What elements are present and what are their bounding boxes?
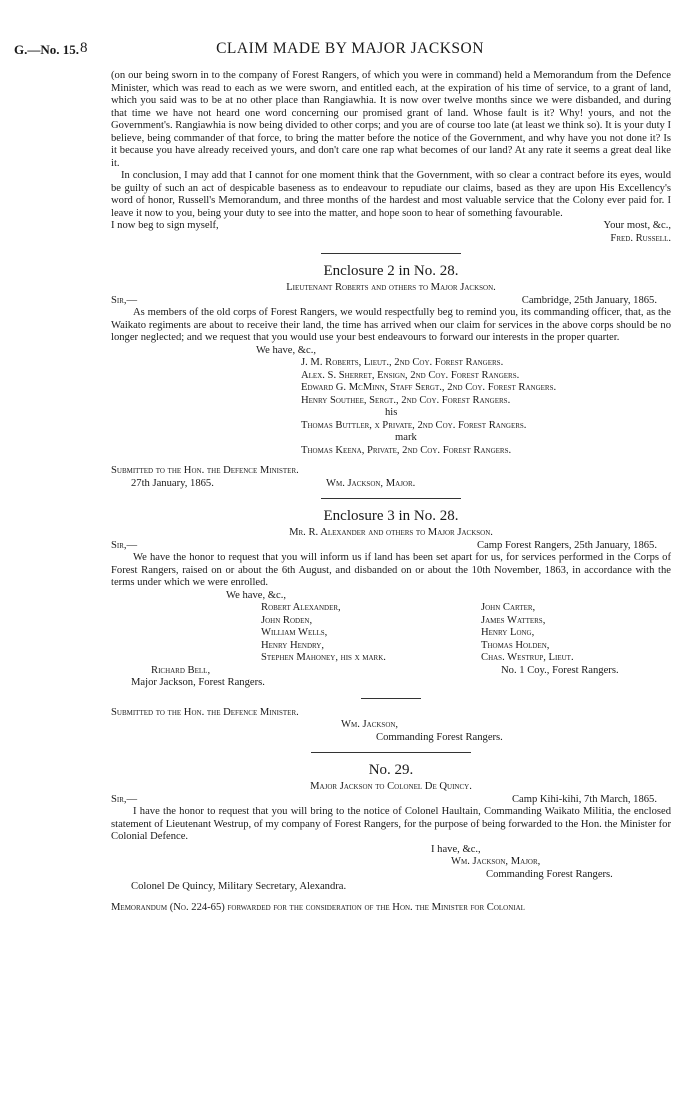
signature-title: Commanding Forest Rangers.	[486, 868, 613, 880]
mark-note: mark	[395, 432, 417, 443]
enclosure-heading: Enclosure 3 in No. 28.	[323, 508, 459, 524]
signatory: William Wells,	[261, 627, 328, 638]
submitted-signature-title: Commanding Forest Rangers.	[376, 731, 503, 743]
signatory-columns	[111, 602, 671, 665]
signature: Fred. Russell.	[610, 232, 671, 244]
submitted-line: Submitted to the Hon. the Defence Minister.	[111, 465, 299, 476]
page-number: 8	[80, 40, 88, 56]
signatory: Robert Alexander,	[261, 602, 341, 613]
signature: Wm. Jackson, Major,	[451, 856, 541, 867]
submitted-signature: Wm. Jackson,	[341, 719, 399, 730]
addressee: Colonel De Quincy, Military Secretary, Alexandra.	[131, 881, 347, 892]
salutation: Sir,—	[111, 793, 138, 805]
document-heading: No. 29.	[368, 762, 414, 778]
submitted-date: 27th January, 1865.	[131, 477, 214, 489]
signatory: John Roden,	[261, 614, 313, 626]
letter-paragraph: We have the honor to request that you will inform us if land has been set apart for us, for services performed in the Corps of Forest Rangers, raised on or about the 6th August, and disbanded on or about the 10th November, 1863, in accordance with the terms under which we were enrolled.	[111, 552, 671, 588]
section-divider	[311, 752, 471, 753]
submitted-signature: Wm. Jackson, Major.	[326, 477, 416, 489]
signatory: Edward G. McMinn, Staff Sergt., 2nd Coy. Forest Rangers.	[301, 382, 557, 393]
signatory-column-left	[111, 602, 481, 665]
signatory: Henry Long,	[481, 627, 535, 638]
page-header	[14, 40, 686, 62]
enclosure-subheading: Mr. R. Alexander and others to Major Jackson.	[289, 527, 493, 538]
place-date: Camp Kihi-kihi, 7th March, 1865.	[511, 793, 657, 805]
place-date: Cambridge, 25th January, 1865.	[521, 294, 657, 306]
enclosure-subheading: Lieutenant Roberts and others to Major Jackson.	[286, 282, 496, 293]
closing-text: We have, &c.,	[226, 589, 287, 601]
salutation: Sir,—	[111, 294, 138, 306]
salutation-line	[111, 540, 671, 553]
salutation: Sir,—	[111, 539, 138, 551]
document-reference: G.—No. 15.	[14, 42, 79, 57]
letter-paragraph: As members of the old corps of Forest Rangers, we would respectfully beg to remind you, its commanding officer, that, as the Waikato regiments are about to receive their land, the time has arrived when our claim for services in the above corps should be no longer neglected; and we request that you would use your best endeavours to forward our interests in the proper quarter.	[111, 307, 671, 343]
signatory: Richard Bell,	[151, 664, 211, 676]
letter-paragraph: (on our being sworn in to the company of Forest Rangers, of which you were in command) held a Memorandum from the Defence Minister, which was read to each as we were sworn, and entitled each, at the expiration of his time of service, to a grant of land, which you said was to be at no other place than Rangiawhia. It is now over twelve months since we were disbanded, and during that time we have not heard one word concerning our promised grant of land. Whose fault is it? Why! yours, and not the Government's. Rangiawhia is now being divided to other corps; and you are of course too late (at least we think so). It is your duty I believe, being commander of that force, to bring the matter before the notice of the Government, and why have you not done it? Is it because you have already received yours, and don't care one rap what becomes of our land? At any rate it seems a great deal like it.	[111, 70, 672, 169]
company-note: No. 1 Coy., Forest Rangers.	[501, 664, 619, 676]
sign-off-text: I now beg to sign myself,	[111, 220, 219, 231]
signatory: Chas. Westrup, Lieut.	[481, 652, 574, 663]
signatory: Thomas Holden,	[481, 639, 550, 651]
signatory: Alex. S. Sherret, Ensign, 2nd Coy. Forest Rangers.	[301, 369, 520, 381]
salutation-line	[111, 794, 671, 807]
enclosure-heading: Enclosure 2 in No. 28.	[323, 263, 459, 279]
signatory: Henry Southee, Sergt., 2nd Coy. Forest Rangers.	[301, 394, 511, 406]
submitted-line: Submitted to the Hon. the Defence Minister.	[111, 706, 299, 718]
section-divider	[321, 253, 461, 254]
signatory: Henry Hendry,	[261, 639, 324, 651]
place-date: Camp Forest Rangers, 25th January, 1865.	[477, 539, 657, 551]
signatory: J. M. Roberts, Lieut., 2nd Coy. Forest Rangers.	[301, 357, 504, 368]
signatory-row	[111, 665, 671, 678]
signatory-list	[301, 357, 671, 457]
memorandum-text: Memorandum (No. 224-65) forwarded for the consideration of the Hon. the Minister for Colonial	[111, 901, 525, 913]
salutation-line	[111, 295, 671, 308]
signatory: Stephen Mahoney, his x mark.	[261, 652, 386, 663]
letter-paragraph: In conclusion, I may add that I cannot for one moment think that the Government, with so clear a contract before its eyes, would be guilty of such an act of despicable baseness as to endeavour to repudiate our claims, based as they are upon His Excellency's word of honor, Russell's Memorandum, and three months of the hardest and most valuable service that the Colony ever paid for. I leave it now to you, being your duty to see into the matter, and hope soon to hear of something favourable.	[111, 170, 671, 219]
closing-text: I have, &c.,	[431, 843, 481, 855]
signatory: James Watters,	[481, 614, 546, 626]
document-body	[111, 70, 671, 914]
document-subheading: Major Jackson to Colonel De Quincy.	[310, 781, 472, 792]
signatory: John Carter,	[481, 602, 536, 613]
memorandum-line	[111, 902, 671, 915]
section-divider	[361, 698, 421, 699]
section-divider	[321, 498, 461, 499]
submitted-detail	[111, 478, 671, 491]
addressee: Major Jackson, Forest Rangers.	[131, 677, 265, 688]
mark-note: his	[385, 407, 398, 418]
closing-text: We have, &c.,	[256, 344, 317, 356]
page-title: CLAIM MADE BY MAJOR JACKSON	[216, 40, 484, 57]
closing-text: Your most, &c.,	[603, 220, 671, 231]
signatory: Thomas Buttler, x Private, 2nd Coy. Forest Rangers.	[301, 419, 527, 431]
signatory: Thomas Keena, Private, 2nd Coy. Forest Rangers.	[301, 444, 512, 456]
signatory-column-right	[481, 602, 671, 665]
letter-sign-off	[111, 220, 671, 233]
letter-paragraph: I have the honor to request that you will bring to the notice of Colonel Haultain, Commanding Waikato Militia, the enclosed statement of Lieutenant Westrup, of my company of Forest Rangers, for the purpose of being forwarded to the Hon. the Minister for Colonial Defence.	[111, 806, 671, 842]
